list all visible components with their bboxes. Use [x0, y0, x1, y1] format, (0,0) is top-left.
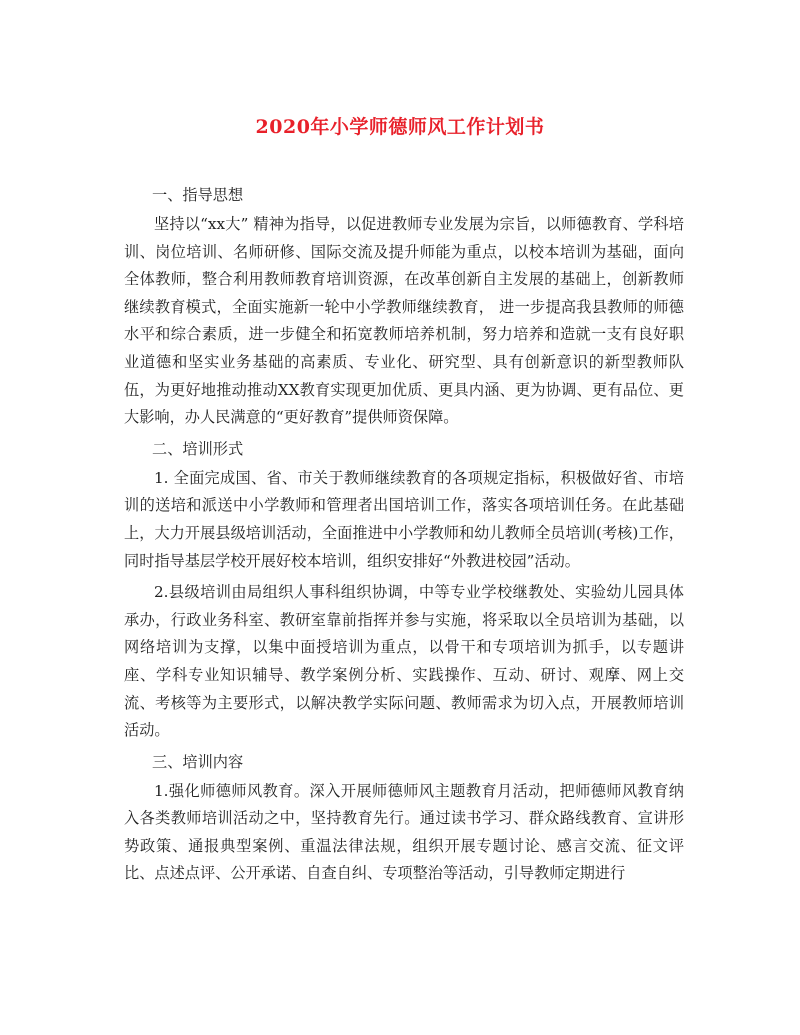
- paragraph-training-form-2: 2.县级培训由局组织人事科组织协调，中等专业学校继教处、实验幼儿园具体承办，行政业务科室、教研室靠前指挥并参与实施，将采取以全员培训为基础，以网络培训为支撑，以集中面授培训为重点，以骨干和专项培训为抓手，以专题讲座、学科专业知识辅导、教学案例分析、实践操作、互动、研讨、观摩、网上交流、考核等为主要形式，以解决教学实际问题、教师需求为切入点，开展教师培训活动。: [124, 583, 684, 740]
- section-heading-training-form: 二、培训形式: [152, 439, 244, 458]
- section-heading-training-content: 三、培训内容: [152, 752, 244, 771]
- section-heading-guiding-ideology: 一、指导思想: [152, 186, 244, 204]
- document-title: 2020年小学师德师风工作计划书: [255, 116, 545, 138]
- document-body: [124, 180, 684, 888]
- paragraph-training-content-1: 1.强化师德师风教育。深入开展师德师风主题教育月活动，把师德师风教育纳入各类教师培训活动之中，坚持教育先行。通过读书学习、群众路线教育、宣讲形势政策、通报典型案例、重温法律法规，组织开展专题讨论、感言交流、征文评比、点述点评、公开承诺、自查自纠、专项整治等活动，引导教师定期进行: [124, 781, 684, 883]
- paragraph-training-form-1: 1. 全面完成国、省、市关于教师继续教育的各项规定指标，积极做好省、市培训的送培和派送中小学教师和管理者出国培训工作，落实各项培训任务。在此基础上，大力开展县级培训活动，全面推进中小学教师和幼儿教师全员培训(考核)工作，同时指导基层学校开展好校本培训，组织安排好“外教进校园”活动。: [124, 468, 684, 570]
- paragraph-guiding-ideology: 坚持以“xx大” 精神为指导，以促进教师专业发展为宗旨，以师德教育、学科培训、岗位培训、名师研修、国际交流及提升师能为重点，以校本培训为基础，面向全体教师，整合利用教师教育培训资源，在改革创新自主发展的基础上，创新教师继续教育模式，全面实施新一轮中小学教师继续教育， 进一步提高我县教师的师德水平和综合素质，进一步健全和拓宽教师培养机制，努力培养和造就一支有良好职业道德和坚实业务基础的高素质、专业化、研究型、具有创新意识的新型教师队伍，为更好地推动推动XX教育实现更加优质、更具内涵、更为协调、更有品位、更大影响，办人民满意的“更好教育”提供师资保障。: [124, 215, 684, 427]
